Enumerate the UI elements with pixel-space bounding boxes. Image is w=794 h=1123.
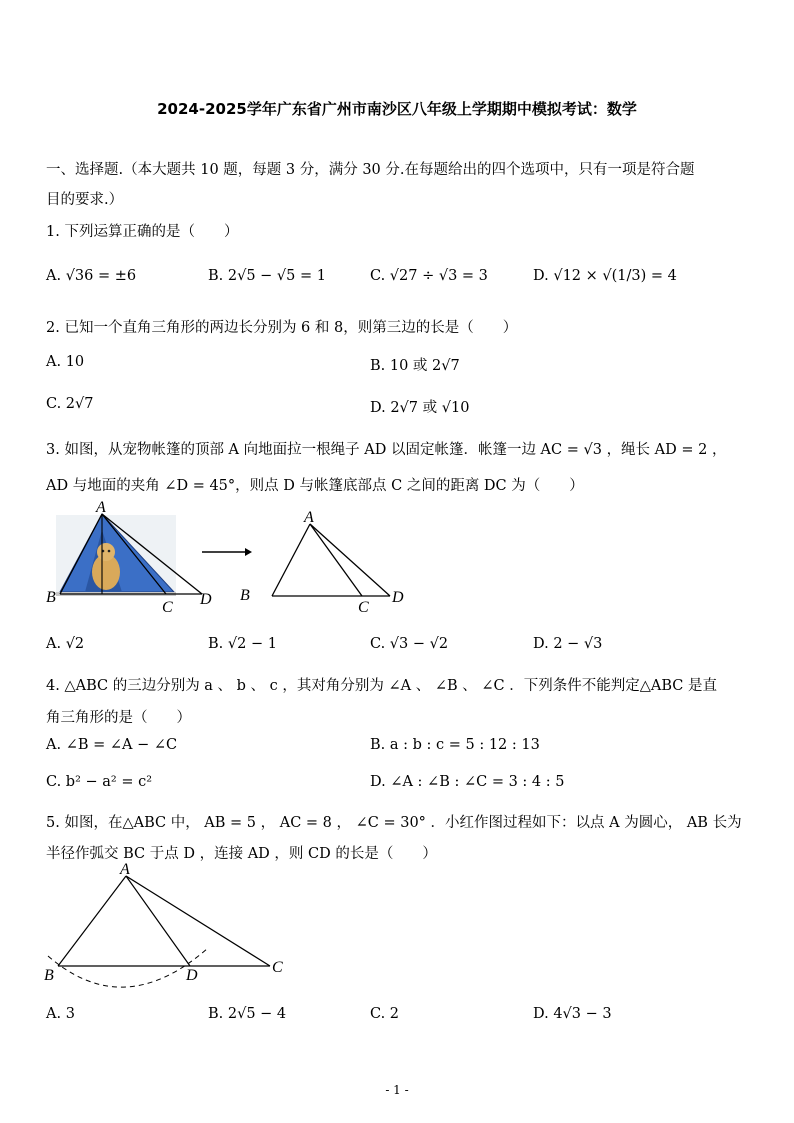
fig1-label-c: C: [162, 599, 173, 616]
q5-line1: 5. 如图，在△ABC 中， AB = 5 ， AC = 8 ， ∠C = 30° ．小红作图过程如下：以点 A 为圆心， AB 长为: [46, 815, 742, 831]
q4-option-a: A. ∠B = ∠A − ∠C: [46, 737, 178, 753]
fig2-label-a: A: [304, 509, 314, 526]
q4-line1: 4. △ABC 的三边分别为 a 、 b 、 c ，其对角分别为 ∠A 、 ∠B 、 ∠C ．下列条件不能判定△ABC 是直: [46, 678, 717, 694]
section-instructions-line1: 一、选择题.（本大题共 10 题，每题 3 分，满分 30 分.在每题给出的四个选项中，只有一项是符合题: [46, 162, 695, 178]
fig3-label-a: A: [120, 862, 130, 878]
q5-option-b: B. 2√5 − 4: [208, 1006, 287, 1022]
q1-option-b: B. 2√5 − √5 = 1: [208, 268, 326, 284]
q4-option-d: D. ∠A : ∠B : ∠C = 3 : 4 : 5: [370, 774, 565, 790]
q5-line2: 半径作弧交 BC 于点 D ，连接 AD ，则 CD 的长是（ ）: [46, 846, 437, 862]
fig3-label-b: B: [44, 967, 54, 984]
fig2-label-b: B: [240, 587, 250, 604]
q3-option-b: B. √2 − 1: [208, 636, 277, 652]
q4-option-c: C. b² − a² = c²: [46, 774, 153, 790]
q2-option-d: D. 2√7 或 √10: [370, 400, 470, 416]
fig1-label-d: D: [200, 591, 212, 608]
q5-option-d: D. 4√3 − 3: [533, 1006, 612, 1022]
q2-stem: 2. 已知一个直角三角形的两边长分别为 6 和 8，则第三边的长是（ ）: [46, 320, 518, 336]
q1-option-c: C. √27 ÷ √3 = 3: [370, 268, 488, 284]
q5-figure: [38, 862, 298, 992]
q3-option-c: C. √3 − √2: [370, 636, 449, 652]
page-title: 2024-2025学年广东省广州市南沙区八年级上学期期中模拟考试：数学: [157, 100, 637, 118]
q3-line2: AD 与地面的夹角 ∠D = 45°，则点 D 与帐篷底部点 C 之间的距离 DC 为（ ）: [46, 478, 584, 494]
fig2-label-d: D: [392, 589, 404, 606]
q3-figure: [40, 500, 440, 620]
q1-option-d: D. √12 × √(1/3) = 4: [533, 268, 677, 284]
q4-option-b: B. a : b : c = 5 : 12 : 13: [370, 737, 540, 753]
page-number: - 1 -: [385, 1083, 409, 1097]
q5-option-c: C. 2: [370, 1006, 400, 1022]
fig1-label-a: A: [96, 500, 106, 516]
q3-option-d: D. 2 − √3: [533, 636, 603, 652]
q3-option-a: A. √2: [46, 636, 85, 652]
q2-option-c: C. 2√7: [46, 396, 94, 412]
fig3-label-d: D: [186, 967, 198, 984]
q2-option-b: B. 10 或 2√7: [370, 358, 460, 374]
q4-line2: 角三角形的是（ ）: [46, 710, 191, 726]
right-arrow-icon: [202, 548, 252, 556]
q5-option-a: A. 3: [46, 1006, 75, 1022]
fig2-label-c: C: [358, 599, 369, 616]
fig1-label-b: B: [46, 589, 56, 606]
q2-option-a: A. 10: [46, 354, 85, 370]
q1-stem: 1. 下列运算正确的是（ ）: [46, 224, 239, 240]
section-instructions-line2: 目的要求.）: [46, 192, 124, 208]
q1-option-a: A. √36 = ±6: [46, 268, 137, 284]
fig3-label-c: C: [272, 959, 283, 976]
q3-line1: 3. 如图，从宠物帐篷的顶部 A 向地面拉一根绳子 AD 以固定帐篷．帐篷一边 AC = √3 ，绳长 AD = 2 ，: [46, 442, 727, 458]
